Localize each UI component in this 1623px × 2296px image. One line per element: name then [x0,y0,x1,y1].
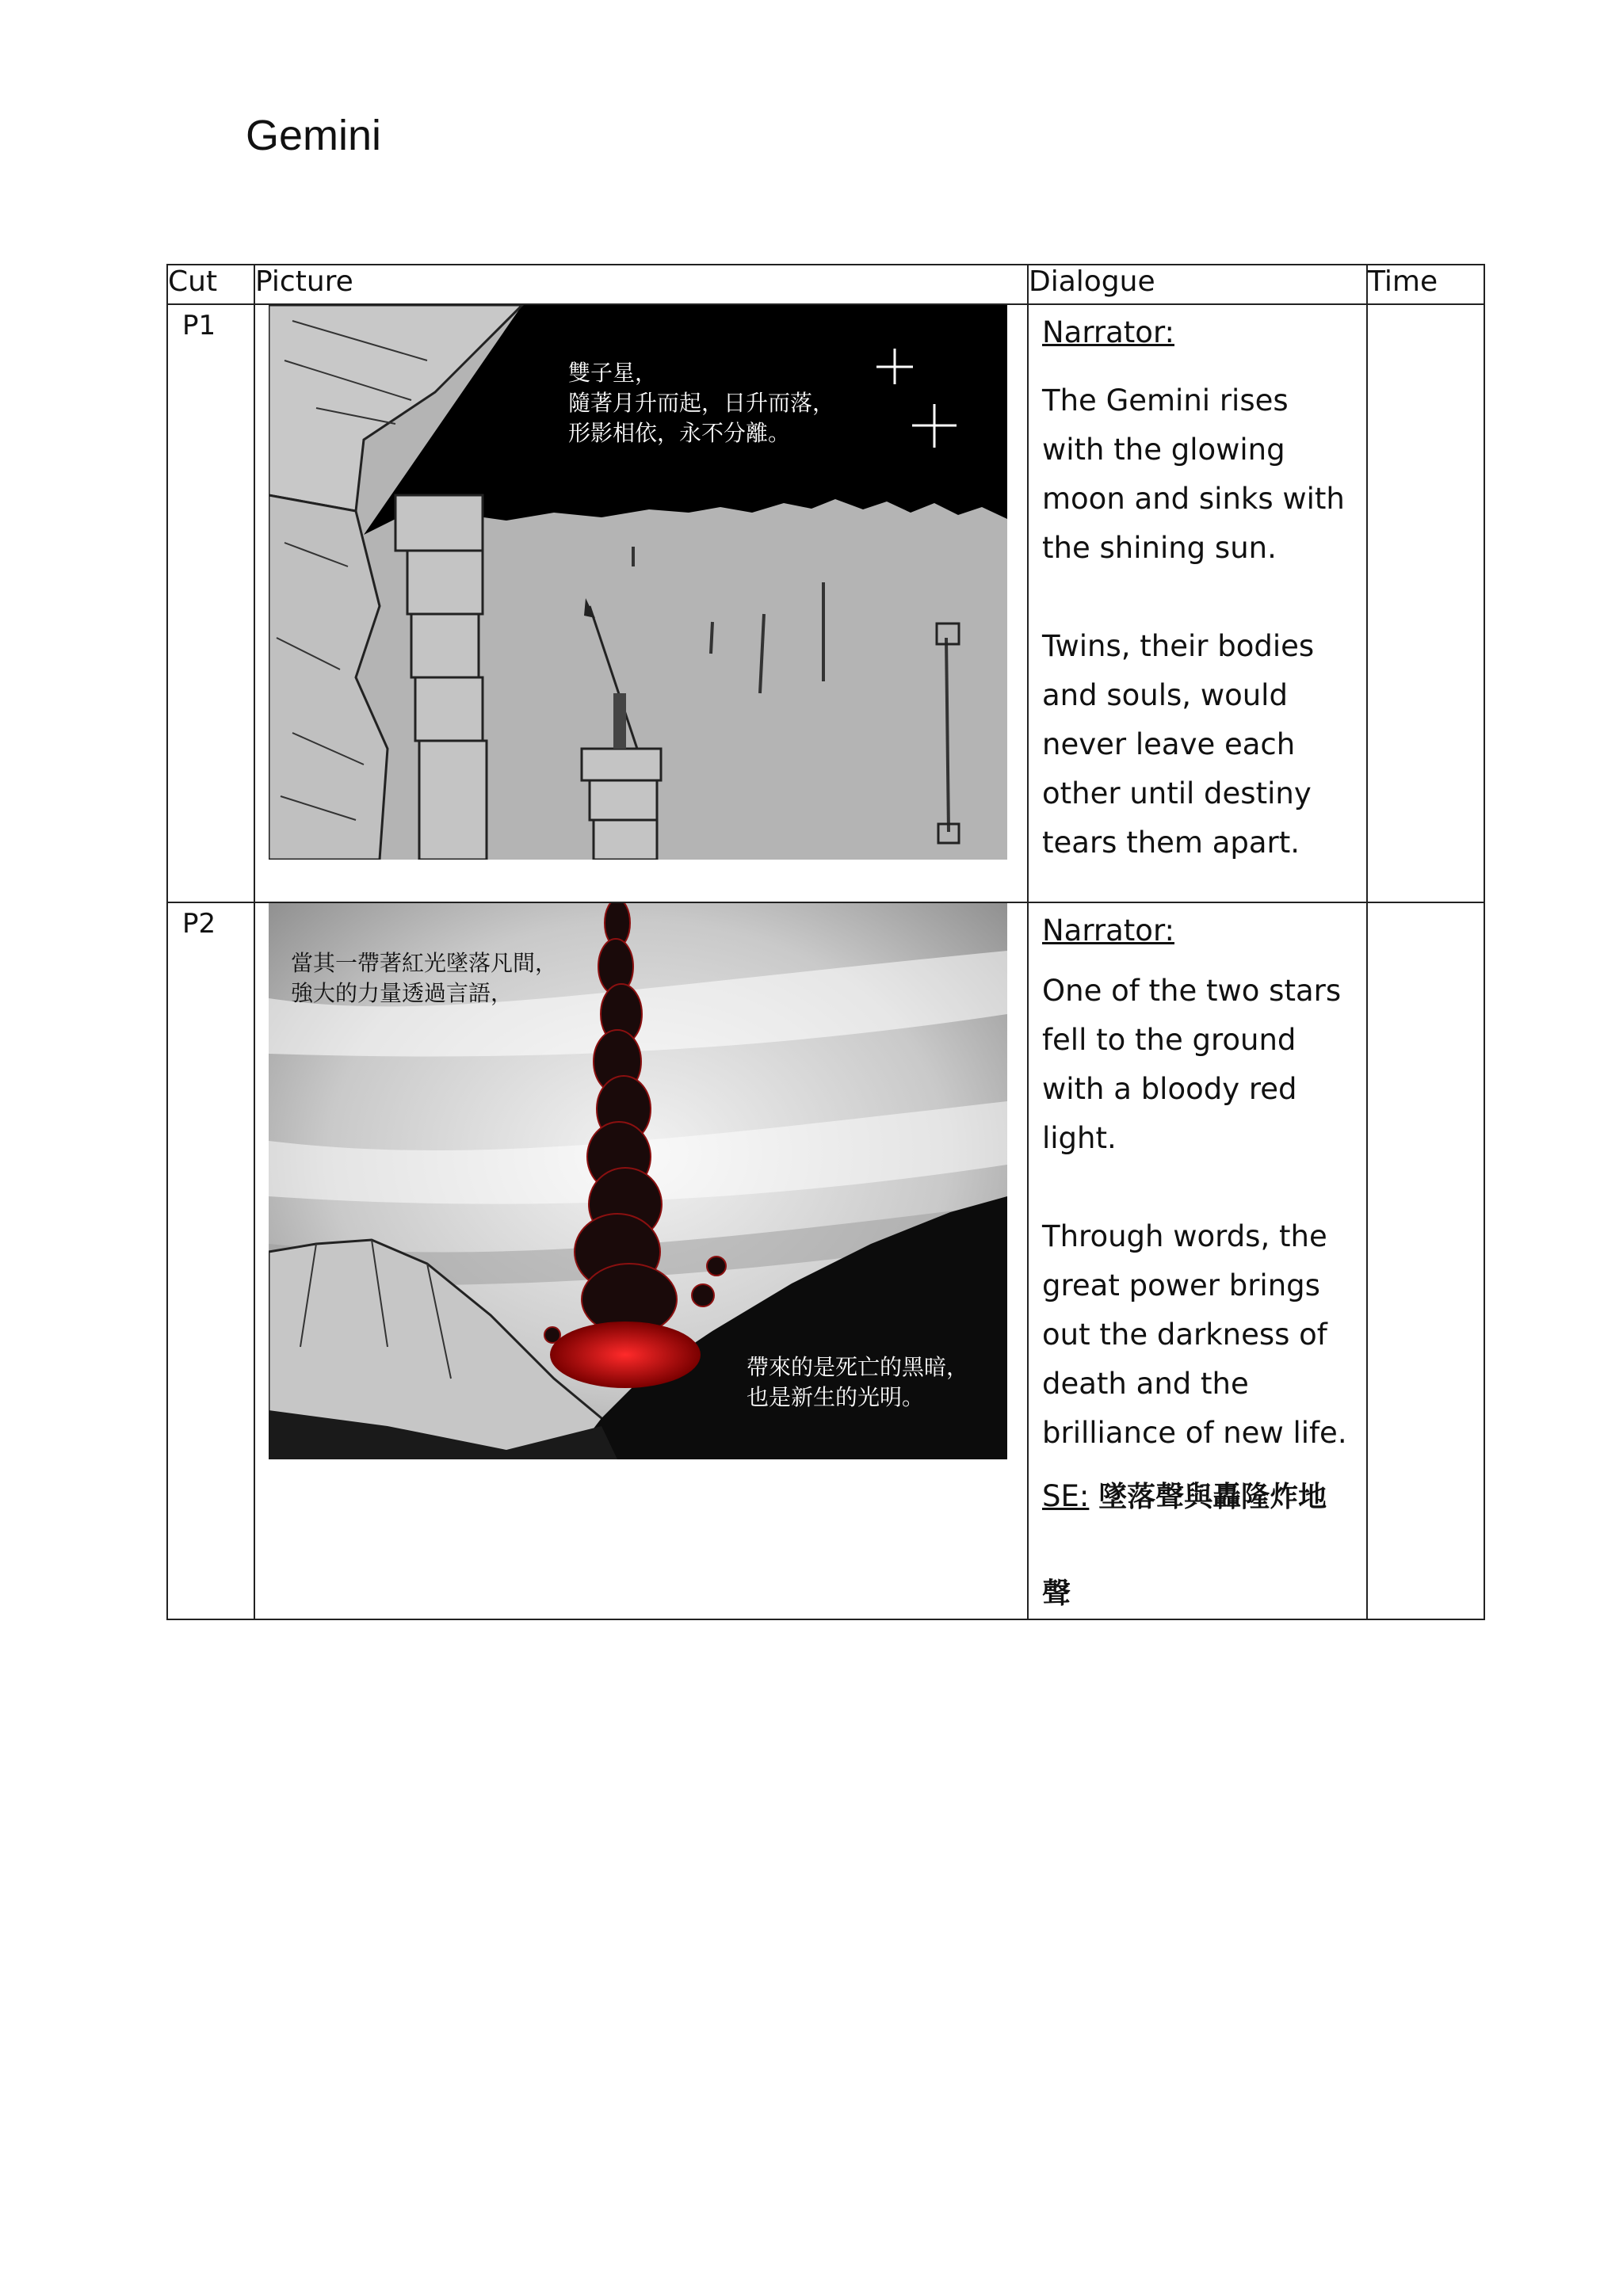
table-row [167,902,1484,1619]
header-dialogue: Dialogue [1028,265,1367,304]
picture-cell [254,304,1028,902]
speaker-label: Narrator: [1042,913,1174,948]
time-cell [1367,304,1484,902]
dialogue-text: One of the two stars fell to the ground with a bloody red light. [1042,974,1342,1155]
se-text: 聲 [1042,1577,1071,1610]
dialogue-text: Through words, the great power brings out the darkness of death and the brilliance of new life. [1042,1219,1347,1450]
svg-text:強大的力量透過言語，: 強大的力量透過言語， [291,980,514,1006]
se-label: SE: [1042,1479,1090,1513]
speaker-label: Narrator: [1042,315,1174,349]
sound-effect [1042,1472,1357,1522]
header-cut: Cut [167,265,254,304]
picture-cell [254,902,1028,1619]
time-cell [1367,902,1484,1619]
dialogue-cell [1028,902,1367,1619]
dialogue-cell [1028,304,1367,902]
document-title: Gemini [246,112,382,159]
svg-text:隨著月升而起，日升而落，: 隨著月升而起，日升而落， [568,390,835,416]
cut-label: P2 [167,902,254,1619]
table-header-row [167,265,1484,304]
header-picture: Picture [254,265,1028,304]
panel-p1-image [269,305,1007,860]
svg-text:帶來的是死亡的黑暗，: 帶來的是死亡的黑暗， [747,1354,969,1380]
header-time: Time [1367,265,1484,304]
se-text: 墜落聲與轟隆炸地 [1098,1481,1327,1513]
svg-text:也是新生的光明。: 也是新生的光明。 [747,1384,925,1410]
panel-p2-image [269,903,1007,1459]
svg-text:形影相依，永不分離。: 形影相依，永不分離。 [568,420,791,446]
dialogue-text: The Gemini rises with the glowing moon and sinks with the shining sun. [1042,383,1345,565]
svg-text:當其一帶著紅光墜落凡間，: 當其一帶著紅光墜落凡間， [291,950,558,976]
svg-text:雙子星，: 雙子星， [568,360,658,386]
table-row [167,304,1484,902]
storyboard-table [166,264,1485,1620]
dialogue-text: Twins, their bodies and souls, would never leave each other until destiny tears them apart. [1042,629,1315,860]
cut-label: P1 [167,304,254,902]
